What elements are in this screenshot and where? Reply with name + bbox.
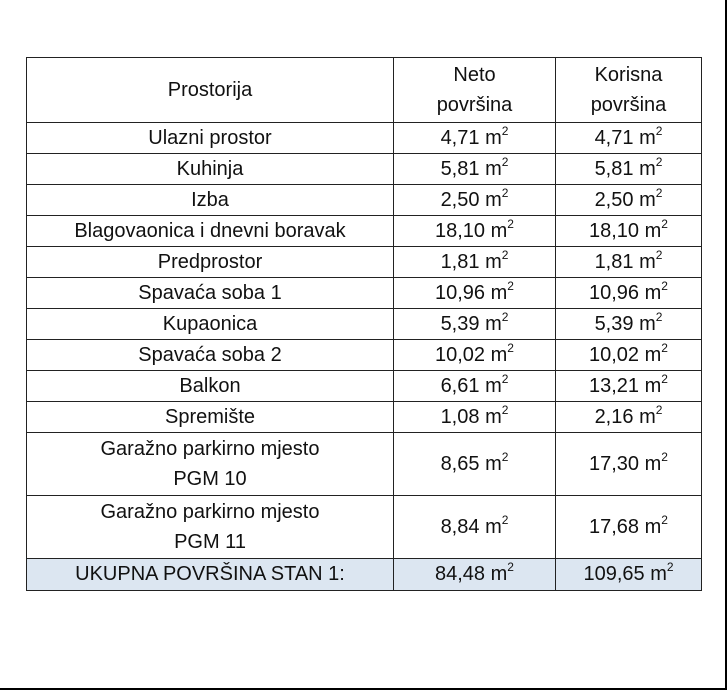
usable-area: 2,50 $m^2$ bbox=[556, 185, 702, 216]
net-area: 6,61 $m^2$ bbox=[394, 371, 556, 402]
table-row bbox=[27, 340, 702, 371]
total-label: UKUPNA POVRŠINA STAN 1: bbox=[27, 559, 394, 591]
table-row bbox=[27, 216, 702, 247]
table-row bbox=[27, 496, 702, 559]
header-room bbox=[27, 58, 394, 123]
net-area: 5,81 $m^2$ bbox=[394, 154, 556, 185]
room-name: Kuhinja bbox=[27, 154, 394, 185]
header-net-line2: površina bbox=[436, 94, 513, 116]
room-name: Izba bbox=[27, 185, 394, 216]
table-row bbox=[27, 123, 702, 154]
usable-area: 10,02 $m^2$ bbox=[556, 340, 702, 371]
usable-area: 5,81 $m^2$ bbox=[556, 154, 702, 185]
usable-area: 17,68 $m^2$ bbox=[556, 496, 702, 559]
table-header-row bbox=[27, 58, 702, 123]
room-name: Garažno parkirno mjesto PGM 10 bbox=[27, 433, 394, 496]
usable-area: 4,71 $m^2$ bbox=[556, 123, 702, 154]
table-row bbox=[27, 309, 702, 340]
usable-area: 1,81 $m^2$ bbox=[556, 247, 702, 278]
net-area: 18,10 $m^2$ bbox=[394, 216, 556, 247]
usable-area: 17,30 $m^2$ bbox=[556, 433, 702, 496]
usable-area: 5,39 $m^2$ bbox=[556, 309, 702, 340]
net-area: 4,71 $m^2$ bbox=[394, 123, 556, 154]
table-row bbox=[27, 154, 702, 185]
total-usable-area: 109,65 $m^2$ bbox=[556, 559, 702, 591]
room-name: Balkon bbox=[27, 371, 394, 402]
header-usable-line1: Korisna bbox=[594, 64, 663, 86]
room-area-table-container bbox=[26, 57, 702, 591]
header-net-area bbox=[394, 58, 556, 123]
table-row bbox=[27, 433, 702, 496]
net-area: 10,96 $m^2$ bbox=[394, 278, 556, 309]
room-name: Kupaonica bbox=[27, 309, 394, 340]
table-row bbox=[27, 185, 702, 216]
room-name: Garažno parkirno mjesto PGM 11 bbox=[27, 496, 394, 559]
total-row bbox=[27, 559, 702, 591]
net-area: 8,65 $m^2$ bbox=[394, 433, 556, 496]
total-net-area: 84,48 $m^2$ bbox=[394, 559, 556, 591]
table-row bbox=[27, 247, 702, 278]
table-row bbox=[27, 402, 702, 433]
room-name: Spavaća soba 2 bbox=[27, 340, 394, 371]
net-area: 2,50 $m^2$ bbox=[394, 185, 556, 216]
usable-area: 2,16 $m^2$ bbox=[556, 402, 702, 433]
room-name: Predprostor bbox=[27, 247, 394, 278]
room-name: Ulazni prostor bbox=[27, 123, 394, 154]
table-row bbox=[27, 278, 702, 309]
usable-area: 18,10 $m^2$ bbox=[556, 216, 702, 247]
net-area: 1,81 $m^2$ bbox=[394, 247, 556, 278]
net-area: 5,39 $m^2$ bbox=[394, 309, 556, 340]
header-usable-area bbox=[556, 58, 702, 123]
header-usable-line2: površina bbox=[590, 94, 667, 116]
room-name: Spremište bbox=[27, 402, 394, 433]
table-row bbox=[27, 371, 702, 402]
room-name: Spavaća soba 1 bbox=[27, 278, 394, 309]
net-area: 8,84 $m^2$ bbox=[394, 496, 556, 559]
net-area: 1,08 $m^2$ bbox=[394, 402, 556, 433]
net-area: 10,02 $m^2$ bbox=[394, 340, 556, 371]
room-name: Blagovaonica i dnevni boravak bbox=[27, 216, 394, 247]
header-net-line1: Neto bbox=[453, 64, 496, 86]
usable-area: 13,21 $m^2$ bbox=[556, 371, 702, 402]
header-room-label: Prostorija bbox=[167, 79, 253, 101]
room-area-table bbox=[26, 57, 702, 591]
usable-area: 10,96 $m^2$ bbox=[556, 278, 702, 309]
